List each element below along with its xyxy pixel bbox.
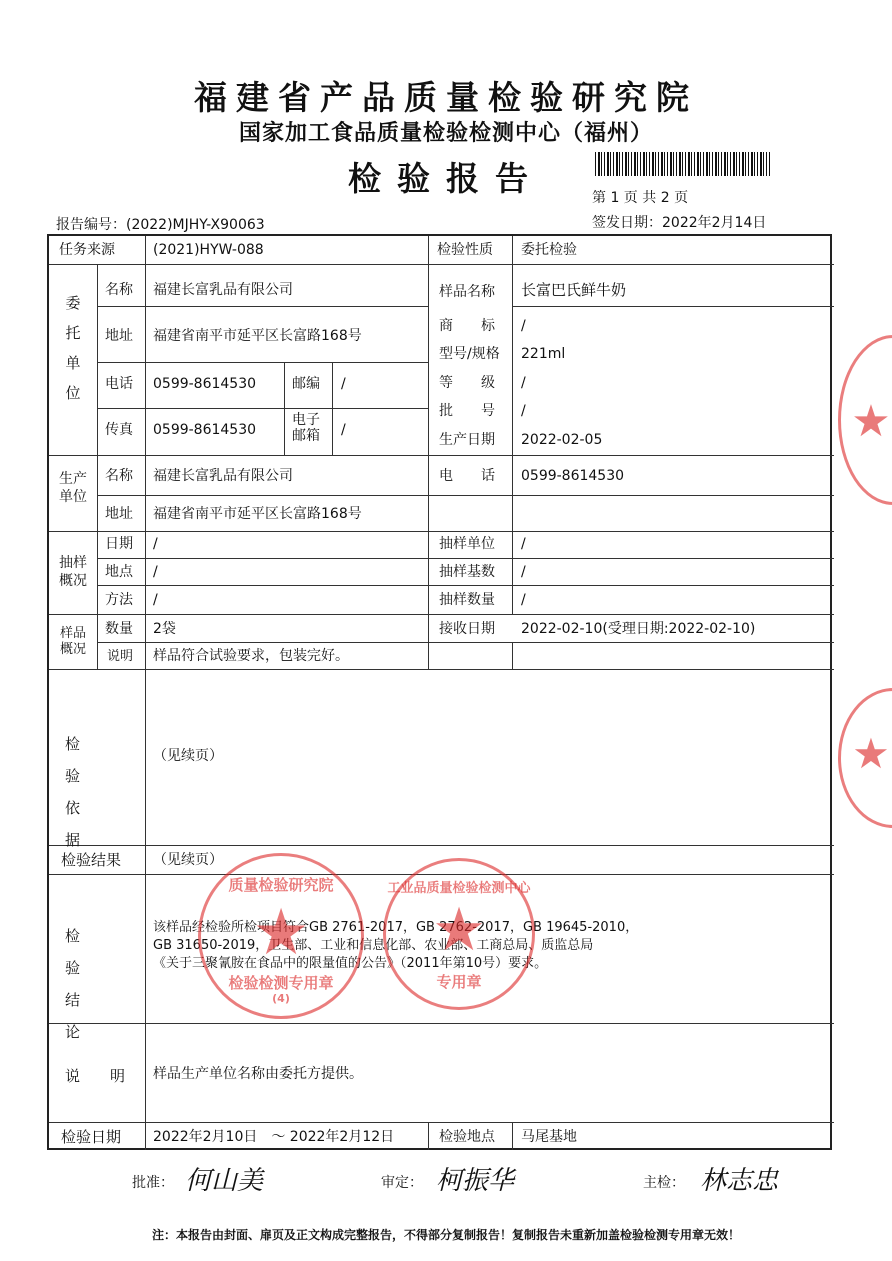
sampling-place-label: 地点	[105, 564, 133, 580]
star-icon: ★	[851, 396, 891, 447]
report-title: 检验报告	[348, 159, 544, 198]
inspection-seal-right: 工业品质量检验检测中心 ★ 专用章	[383, 858, 535, 1010]
conclusion-label: 检验结论	[65, 927, 107, 1041]
inspection-seal-left: 质量检验研究院 ★ 检验检测专用章 (4)	[198, 853, 364, 1019]
conclusion-line-1: 该样品经检验所检项目符合GB 2761-2017，GB 2762-2017，GB 19645-2010，	[153, 920, 639, 935]
margin-seal-top	[838, 335, 892, 505]
chief-signature: 林志忠	[700, 1166, 779, 1196]
sample-overview-label: 样品概况	[59, 626, 86, 657]
client-address-value: 福建省南平市延平区长富路168号	[153, 328, 362, 344]
sampling-base-value: /	[521, 564, 526, 580]
sample-batch-label: 批 号	[439, 403, 495, 419]
client-postcode-label: 邮编	[292, 376, 320, 392]
inspect-place-value: 马尾基地	[521, 1129, 577, 1145]
producer-address-label: 地址	[105, 506, 133, 522]
sample-brand-value: /	[521, 318, 526, 334]
sampling-base-label: 抽样基数	[439, 564, 495, 580]
sample-qty-label: 数量	[105, 621, 133, 637]
client-postcode-value: /	[341, 376, 346, 392]
client-email-label: 电子邮箱	[292, 412, 320, 444]
sample-prod-date-label: 生产日期	[439, 432, 495, 448]
star-icon: ★	[252, 896, 310, 970]
sample-model-label: 型号/规格	[439, 346, 500, 362]
conclusion-line-2: GB 31650-2019，卫生部、工业和信息化部、农业部、工商总局、质监总局	[153, 938, 594, 953]
chief-label: 主检：	[643, 1175, 685, 1191]
client-phone-value: 0599-8614530	[153, 376, 257, 392]
client-name-label: 名称	[105, 282, 133, 298]
issue-date: 签发日期：2022年2月14日	[592, 215, 767, 231]
report-form	[47, 234, 832, 1150]
producer-group-label: 生产单位	[59, 471, 87, 505]
task-source-value: (2021)HYW-088	[153, 242, 264, 258]
sample-note-value: 样品符合试验要求，包装完好。	[153, 648, 349, 664]
producer-address-value: 福建省南平市延平区长富路168号	[153, 506, 362, 522]
sample-qty-value: 2袋	[153, 621, 176, 637]
sampling-unit-label: 抽样单位	[439, 536, 495, 552]
barcode	[595, 152, 770, 176]
center-title: 国家加工食品质量检验检测中心（福州）	[238, 121, 653, 146]
task-source-label: 任务来源	[59, 242, 115, 258]
producer-name-value: 福建长富乳品有限公司	[153, 468, 293, 484]
sampling-group-label: 抽样概况	[59, 555, 87, 589]
sample-brand-label: 商 标	[439, 318, 495, 334]
sampling-method-label: 方法	[105, 592, 133, 608]
producer-phone-value: 0599-8614530	[521, 468, 625, 484]
sample-name-value: 长富巴氏鲜牛奶	[521, 281, 627, 299]
star-icon: ★	[432, 895, 486, 965]
sampling-date-value: /	[153, 536, 158, 552]
inspect-date-value: 2022年2月10日 ～ 2022年2月12日	[153, 1129, 395, 1145]
client-phone-label: 电话	[105, 376, 133, 392]
sample-prod-date-value: 2022-02-05	[521, 432, 603, 448]
result-value: （见续页）	[153, 852, 223, 868]
receive-date-label: 接收日期	[439, 621, 495, 637]
sample-grade-value: /	[521, 375, 526, 391]
report-number: 报告编号：(2022)MJHY-X90063	[56, 217, 265, 233]
client-email-value: /	[341, 422, 346, 438]
review-signature: 柯振华	[436, 1166, 515, 1196]
footer-note: 注：本报告由封面、扉页及正文构成完整报告，不得部分复制报告！复制报告未重新加盖检验检测专用章无效！	[151, 1228, 740, 1242]
conclusion-line-3: 《关于三聚氰胺在食品中的限量值的公告》（2011年第10号）要求。	[153, 956, 548, 971]
basis-label: 检验依据	[65, 735, 107, 849]
institute-title: 福建省产品质量检验研究院	[194, 78, 698, 117]
sample-grade-label: 等 级	[439, 375, 495, 391]
sampling-unit-value: /	[521, 536, 526, 552]
client-group-label: 委托单位	[65, 294, 81, 402]
inspect-place-label: 检验地点	[439, 1129, 495, 1145]
sampling-qty-value: /	[521, 592, 526, 608]
basis-value: （见续页）	[153, 748, 223, 764]
star-icon: ★	[852, 729, 890, 778]
producer-name-label: 名称	[105, 468, 133, 484]
sample-model-value: 221ml	[521, 346, 566, 362]
client-fax-label: 传真	[105, 422, 133, 438]
inspection-type-label: 检验性质	[437, 242, 493, 258]
margin-seal-bottom	[838, 688, 892, 828]
sampling-qty-label: 抽样数量	[439, 592, 495, 608]
sample-name-label: 样品名称	[439, 284, 495, 300]
review-label: 审定：	[381, 1175, 423, 1191]
sampling-date-label: 日期	[105, 536, 133, 552]
client-fax-value: 0599-8614530	[153, 422, 257, 438]
approve-label: 批准：	[132, 1175, 174, 1191]
remark-value: 样品生产单位名称由委托方提供。	[153, 1066, 363, 1082]
receive-date-value: 2022-02-10(受理日期:2022-02-10)	[521, 621, 756, 637]
result-label: 检验结果	[61, 851, 122, 869]
client-address-label: 地址	[105, 328, 133, 344]
remark-label: 说 明	[65, 1067, 126, 1085]
approve-signature: 何山美	[185, 1166, 264, 1196]
sampling-method-value: /	[153, 592, 158, 608]
page-info: 第 1 页 共 2 页	[592, 190, 689, 206]
client-name-value: 福建长富乳品有限公司	[153, 282, 293, 298]
inspection-type-value: 委托检验	[521, 242, 577, 258]
producer-phone-label: 电 话	[439, 468, 495, 484]
inspect-date-label: 检验日期	[61, 1128, 122, 1146]
sample-note-label: 说明	[107, 649, 134, 664]
sample-batch-value: /	[521, 403, 526, 419]
sampling-place-value: /	[153, 564, 158, 580]
